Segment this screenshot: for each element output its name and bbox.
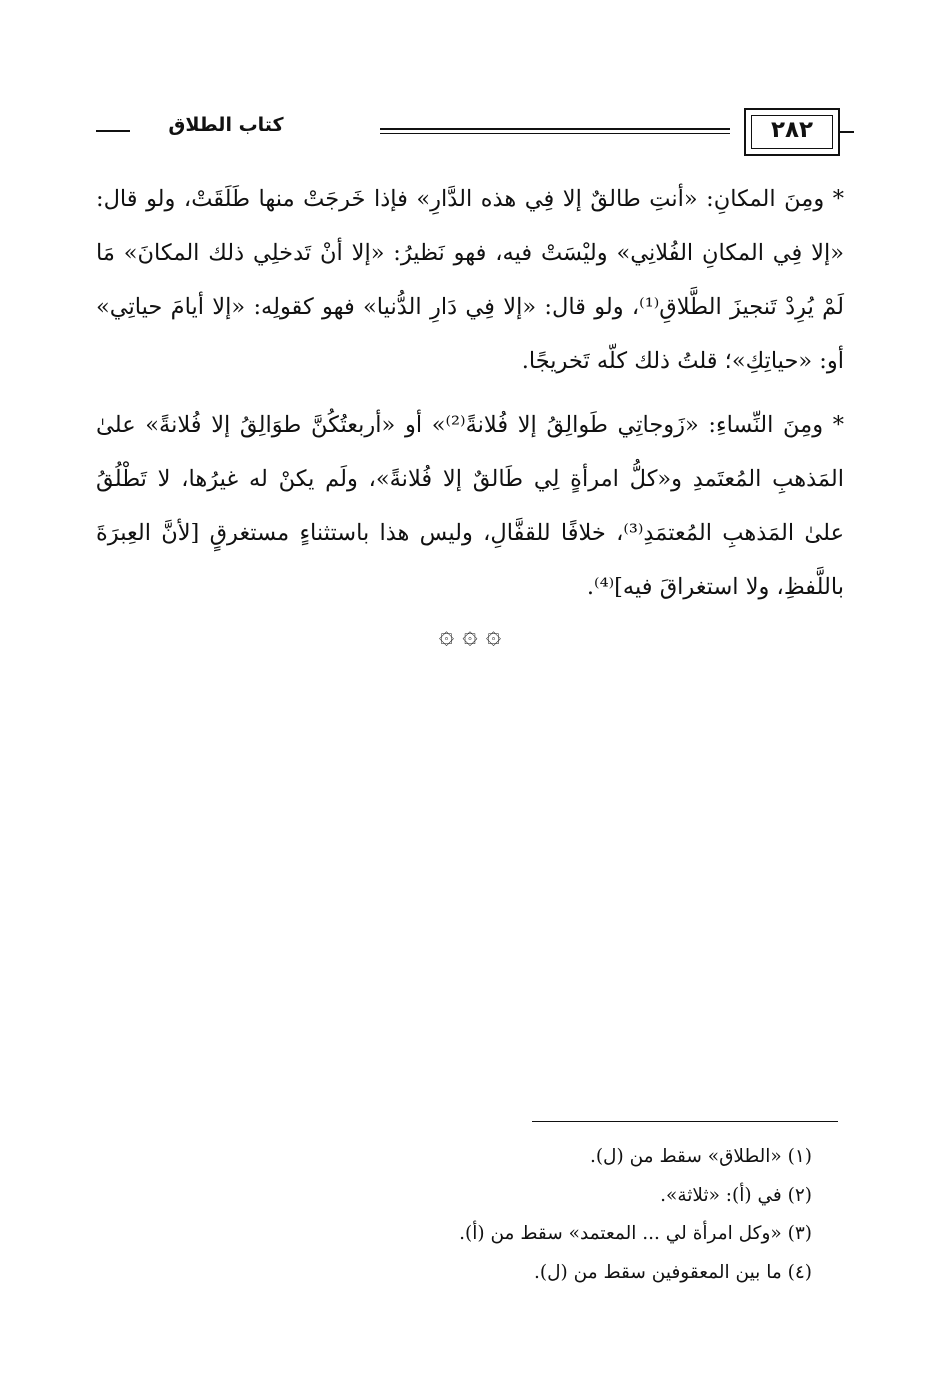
- footnote-separator: [532, 1121, 838, 1122]
- header-double-rule: [380, 128, 730, 130]
- footnotes: [212, 1138, 812, 1292]
- paragraph-women: * ومِنَ النِّساءِ: «زَوجاتِي طَوالِقُ إلا فُلانةً⁽²⁾» أو «أربعتُكُنَّ طوَالِقُ إلا فُلانةً» علىٰ المَذهبِ المُعتَمدِ و«كلُّ امرأةٍ لِي طَالقٌ إلا فُلانةً»، ولَم يكنْ له غيرُها، لا تَطْلُقُ علىٰ المَذهبِ المُعتمَدِ⁽³⁾، خلافًا للقفَّالِ، وليس هذا باستثناءٍ مستغرقٍ [لأنَّ العِبرَةَ باللَّفظِ، ولا استغراقَ فيه]⁽⁴⁾.: [96, 412, 844, 600]
- main-text: [96, 172, 844, 614]
- section-ornament: ۞ ۞ ۞: [438, 620, 502, 650]
- running-header: [88, 108, 848, 158]
- footnote-1: (١) «الطلاق» سقط من (ل).: [589, 1146, 812, 1167]
- header-dash: [96, 130, 130, 132]
- footnote-3: (٣) «وكل امرأة لي ... المعتمد» سقط من (أ).: [459, 1223, 812, 1244]
- running-title: كتاب الطلاق: [168, 114, 284, 136]
- page-number-frame: [744, 108, 840, 156]
- paragraph-place: * ومِنَ المكانِ: «أنتِ طالقٌ إلا فِي هذه الدَّارِ» فإذا خَرجَتْ منها طَلَقَتْ، ولو قال: «إلا فِي المكانِ الفُلانِي» وليْسَتْ فيه، فهو نَظيرُ: «إلا أنْ تَدخلِي ذلك المكانَ» مَا لَمْ يُرِدْ تَنجيزَ الطَّلاقِ⁽¹⁾، ولو قال: «إلا فِي دَارِ الدُّنيا» فهو كقولِه: «إلا أيامَ حياتِي» أو: «حياتِكِ»؛ قلتُ ذلك كلّه تَخريجًا.: [96, 186, 844, 374]
- footnote-4: (٤) ما بين المعقوفين سقط من (ل).: [533, 1261, 812, 1283]
- footnote-2: (٢) في (أ): «ثلاثة».: [660, 1184, 812, 1206]
- page-number: ٢٨٢: [770, 117, 814, 143]
- header-rule-stub: [840, 131, 854, 133]
